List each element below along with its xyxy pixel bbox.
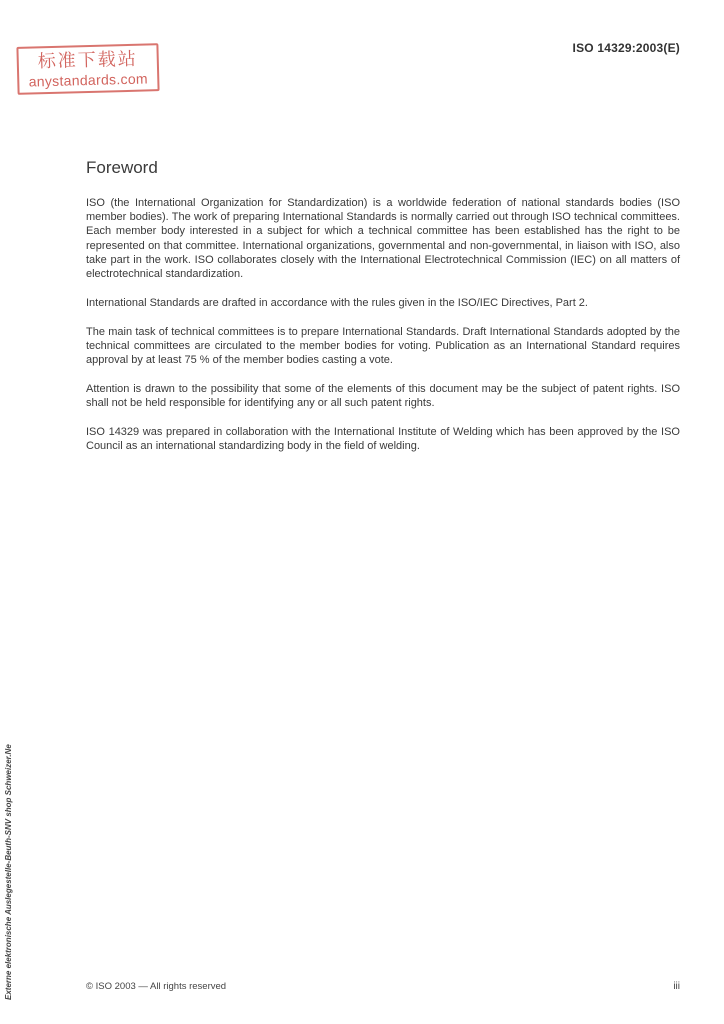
paragraph: ISO (the International Organization for Standardization) is a worldwide federation of national standards bodies (ISO member bodies). The work of preparing International Standards is normally carried out through ISO technical committees. Each member body interested in a subject for which a technical committee has been established has the right to be represented on that committee. International organizations, governmental and non-governmental, in liaison with ISO, also take part in the work. ISO collaborates closely with the International Electrotechnical Commission (IEC) on all matters of electrotechnical standardization. [86, 197, 680, 281]
stamp-url-text: anystandards.com [28, 70, 149, 90]
watermark-stamp [16, 43, 159, 95]
foreword-body [86, 196, 680, 468]
paragraph: Attention is drawn to the possibility that some of the elements of this document may be the subject of patent rights. ISO shall not be held responsible for identifying any or all such patent rights. [86, 382, 680, 410]
page-title: Foreword [86, 158, 158, 177]
document-id: ISO 14329:2003(E) [572, 41, 680, 55]
page-number: iii [673, 981, 680, 992]
stamp-chinese-text: 标准下载站 [37, 48, 139, 73]
paragraph: International Standards are drafted in accordance with the rules given in the ISO/IEC Directives, Part 2. [86, 296, 588, 309]
footer-copyright: © ISO 2003 — All rights reserved [86, 981, 227, 992]
paragraph: ISO 14329 was prepared in collaboration with the International Institute of Welding which has been approved by the ISO Council as an international standardizing body in the field of welding. [86, 425, 680, 453]
paragraph: The main task of technical committees is to prepare International Standards. Draft International Standards adopted by the technical committees are circulated to the member bodies for voting. Publication as an International Standard requires approval by at least 75 % of the member bodies casting a vote. [86, 325, 680, 367]
side-margin-note: Externe elektronische Auslegestelle-Beuth-SNV shop Schweizer.Ne [4, 744, 13, 1000]
